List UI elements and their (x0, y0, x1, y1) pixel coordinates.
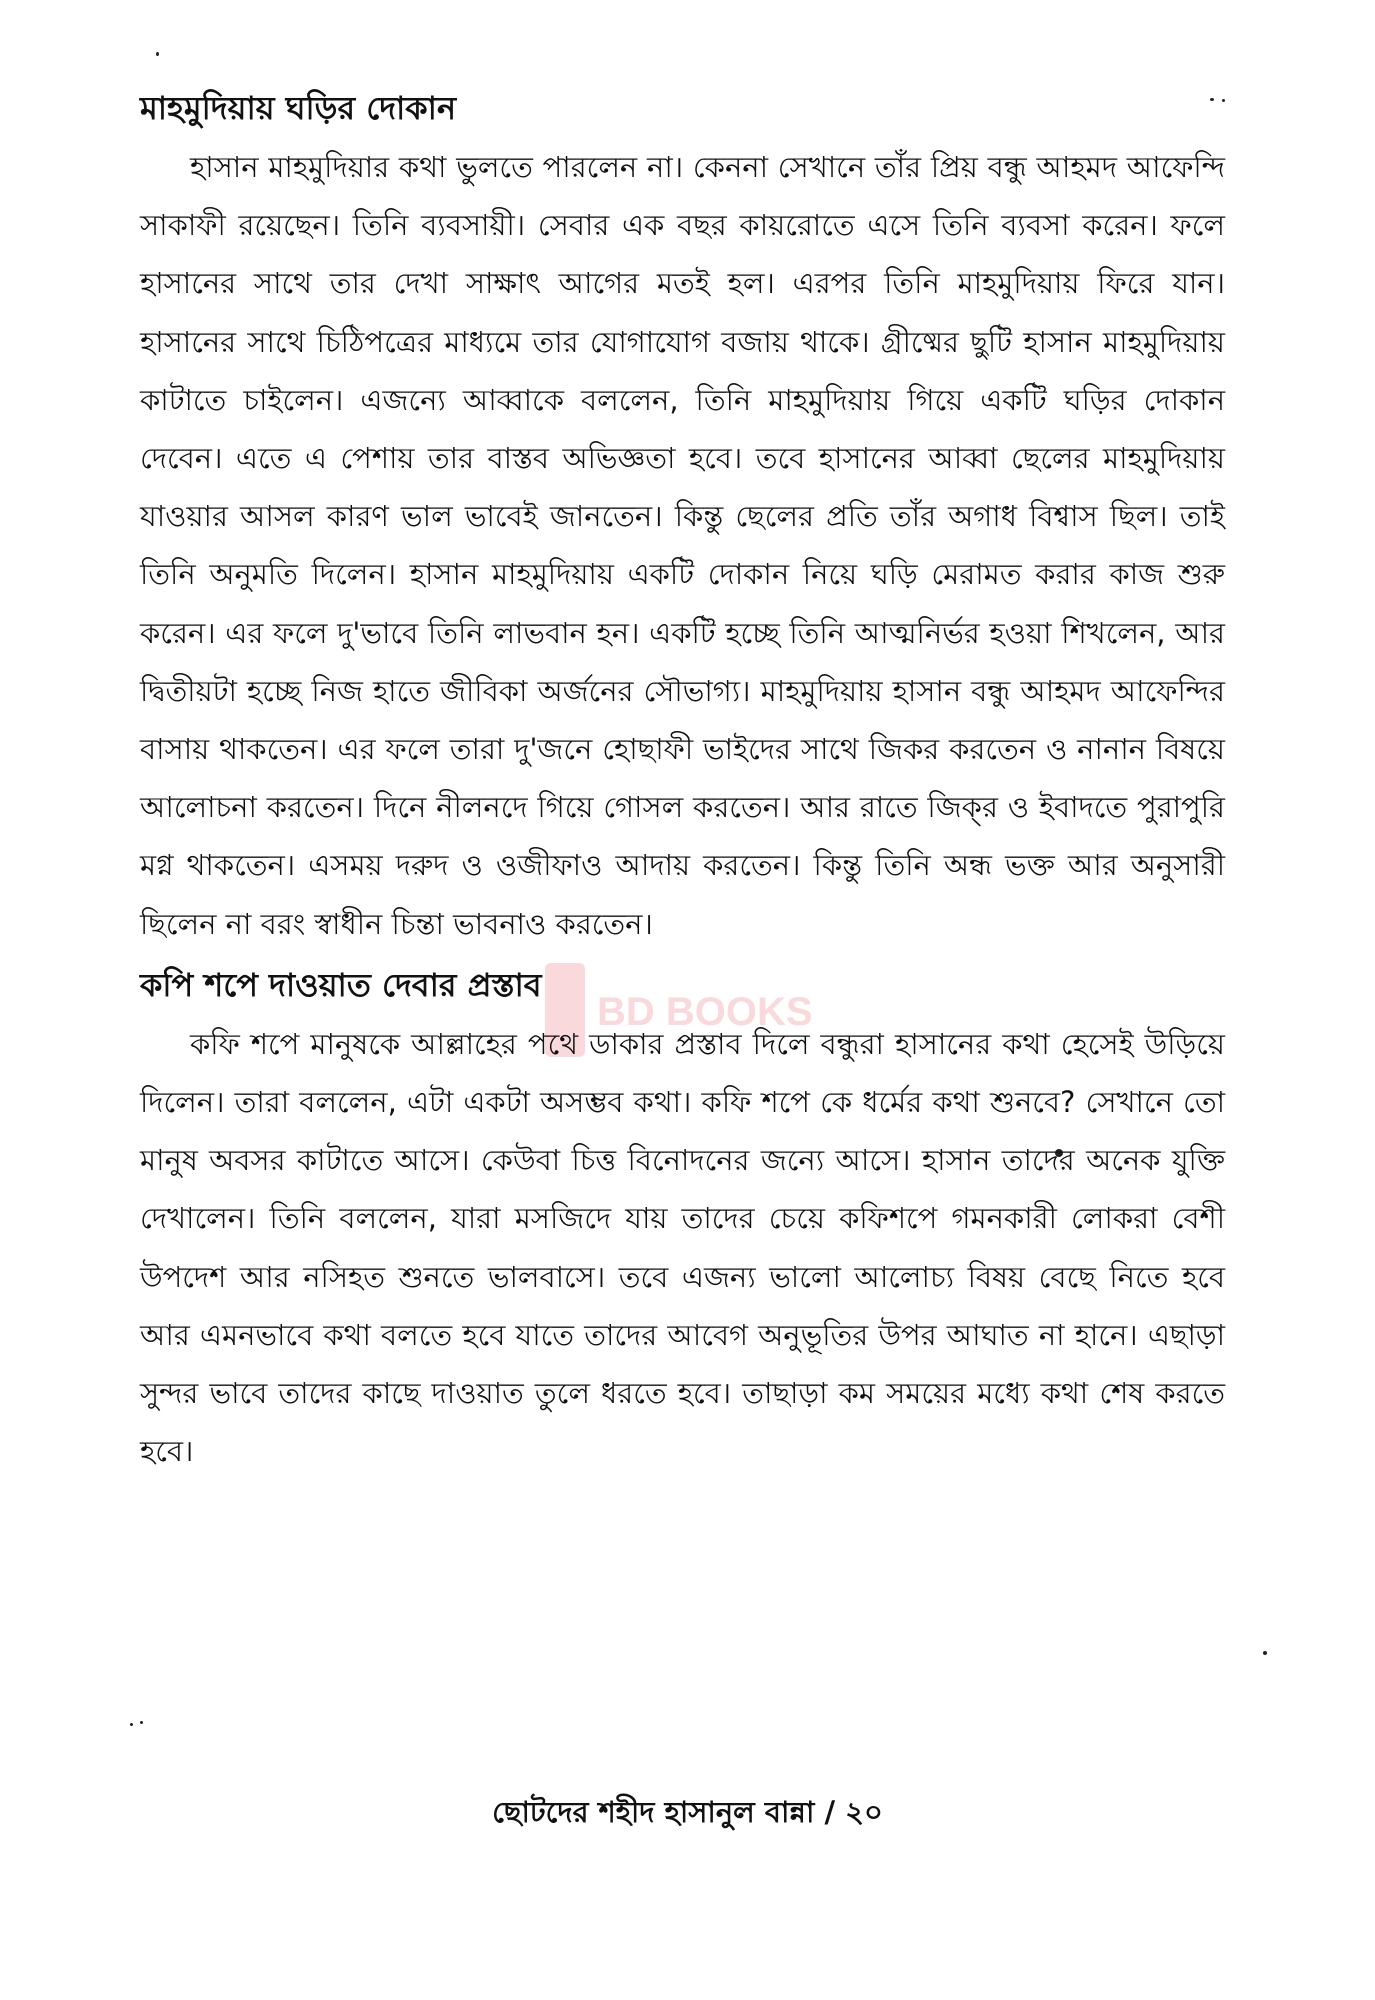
scan-speck (156, 52, 159, 56)
page-footer: ছোটদের শহীদ হাসানুল বান্না / ২০ (492, 1795, 883, 1829)
section-heading-coffee-shop: কপি শপে দাওয়াত দেবার প্রস্তাব (140, 965, 542, 1004)
section-paragraph-coffee-shop: কফি শপে মানুষকে আল্লাহের পথে ডাকার প্রস্তাব দিলে বন্ধুরা হাসানের কথা হেসেই উড়িয়ে দিলেন। তারা বললেন, এটা একটা অসম্ভব কথা। কফি শপে কে ধর্মের কথা শুনবে? সেখানে তো মানুষ অবসর কাটাতে আসে। কেউবা চিত্ত বিনোদনের জন্যে আসে। হাসান তাদের অনেক যুক্তি দেখালেন। তিনি বললেন, যারা মসজিদে যায় তাদের চেয়ে কফিশপে গমনকারী লোকরা বেশী উপদেশ আর নসিহত শুনতে ভালবাসে। তবে এজন্য ভালো আলোচ্য বিষয় বেছে নিতে হবে আর এমনভাবে কথা বলতে হবে যাতে তাদের আবেগ অনুভূতির উপর আঘাত না হানে। এছাড়া সুন্দর ভাবে তাদের কাছে দাওয়াত তুলে ধরতে হবে। তাছাড়া কম সময়ের মধ্যে কথা শেষ করতে হবে। (140, 1026, 1225, 1469)
page-content (140, 82, 1225, 1480)
scan-speck (140, 1721, 143, 1724)
scan-speck (130, 1723, 133, 1726)
section-heading-watch-shop: মাহমুদিয়ায় ঘড়ির দোকান (140, 89, 457, 127)
watermark-text: BD BOOKS (597, 990, 813, 1034)
scan-speck (1263, 1651, 1267, 1655)
section-paragraph-watch-shop: হাসান মাহমুদিয়ার কথা ভুলতে পারলেন না। কেননা সেখানে তাঁর প্রিয় বন্ধু আহমদ আফেন্দি সাকাফী রয়েছেন। তিনি ব্যবসায়ী। সেবার এক বছর কায়রোতে এসে তিনি ব্যবসা করেন। ফলে হাসানের সাথে তার দেখা সাক্ষাৎ আগের মতই হল। এরপর তিনি মাহমুদিয়ায় ফিরে যান। হাসানের সাথে চিঠিপত্রের মাধ্যমে তার যোগাযোগ বজায় থাকে। গ্রীষ্মের ছুটি হাসান মাহমুদিয়ায় কাটাতে চাইলেন। এজন্যে আব্বাকে বললেন, তিনি মাহমুদিয়ায় গিয়ে একটি ঘড়ির দোকান দেবেন। এতে এ পেশায় তার বাস্তব অভিজ্ঞতা হবে। তবে হাসানের আব্বা ছেলের মাহমুদিয়ায় যাওয়ার আসল কারণ ভাল ভাবেই জানতেন। কিন্তু ছেলের প্রতি তাঁর অগাধ বিশ্বাস ছিল। তাই তিনি অনুমতি দিলেন। হাসান মাহমুদিয়ায় একটি দোকান নিয়ে ঘড়ি মেরামত করার কাজ শুরু করেন। এর ফলে দু'ভাবে তিনি লাভবান হন। একটি হচ্ছে তিনি আত্মনির্ভর হওয়া শিখলেন, আর দ্বিতীয়টা হচ্ছে নিজ হাতে জীবিকা অর্জনের সৌভাগ্য। মাহমুদিয়ায় হাসান বন্ধু আহমদ আফেন্দির বাসায় থাকতেন। এর ফলে তারা দু'জনে হোছাফী ভাইদের সাথে জিকর করতেন ও নানান বিষয়ে আলোচনা করতেন। দিনে নীলনদে গিয়ে গোসল করতেন। আর রাতে জিক্‌র ও ইবাদতে পুরাপুরি মগ্ন থাকতেন। এসময় দরুদ ও ওজীফাও আদায় করতেন। কিন্তু তিনি অন্ধ ভক্ত আর অনুসারী ছিলেন না বরং স্বাধীন চিন্তা ভাবনাও করতেন। (140, 150, 1225, 941)
